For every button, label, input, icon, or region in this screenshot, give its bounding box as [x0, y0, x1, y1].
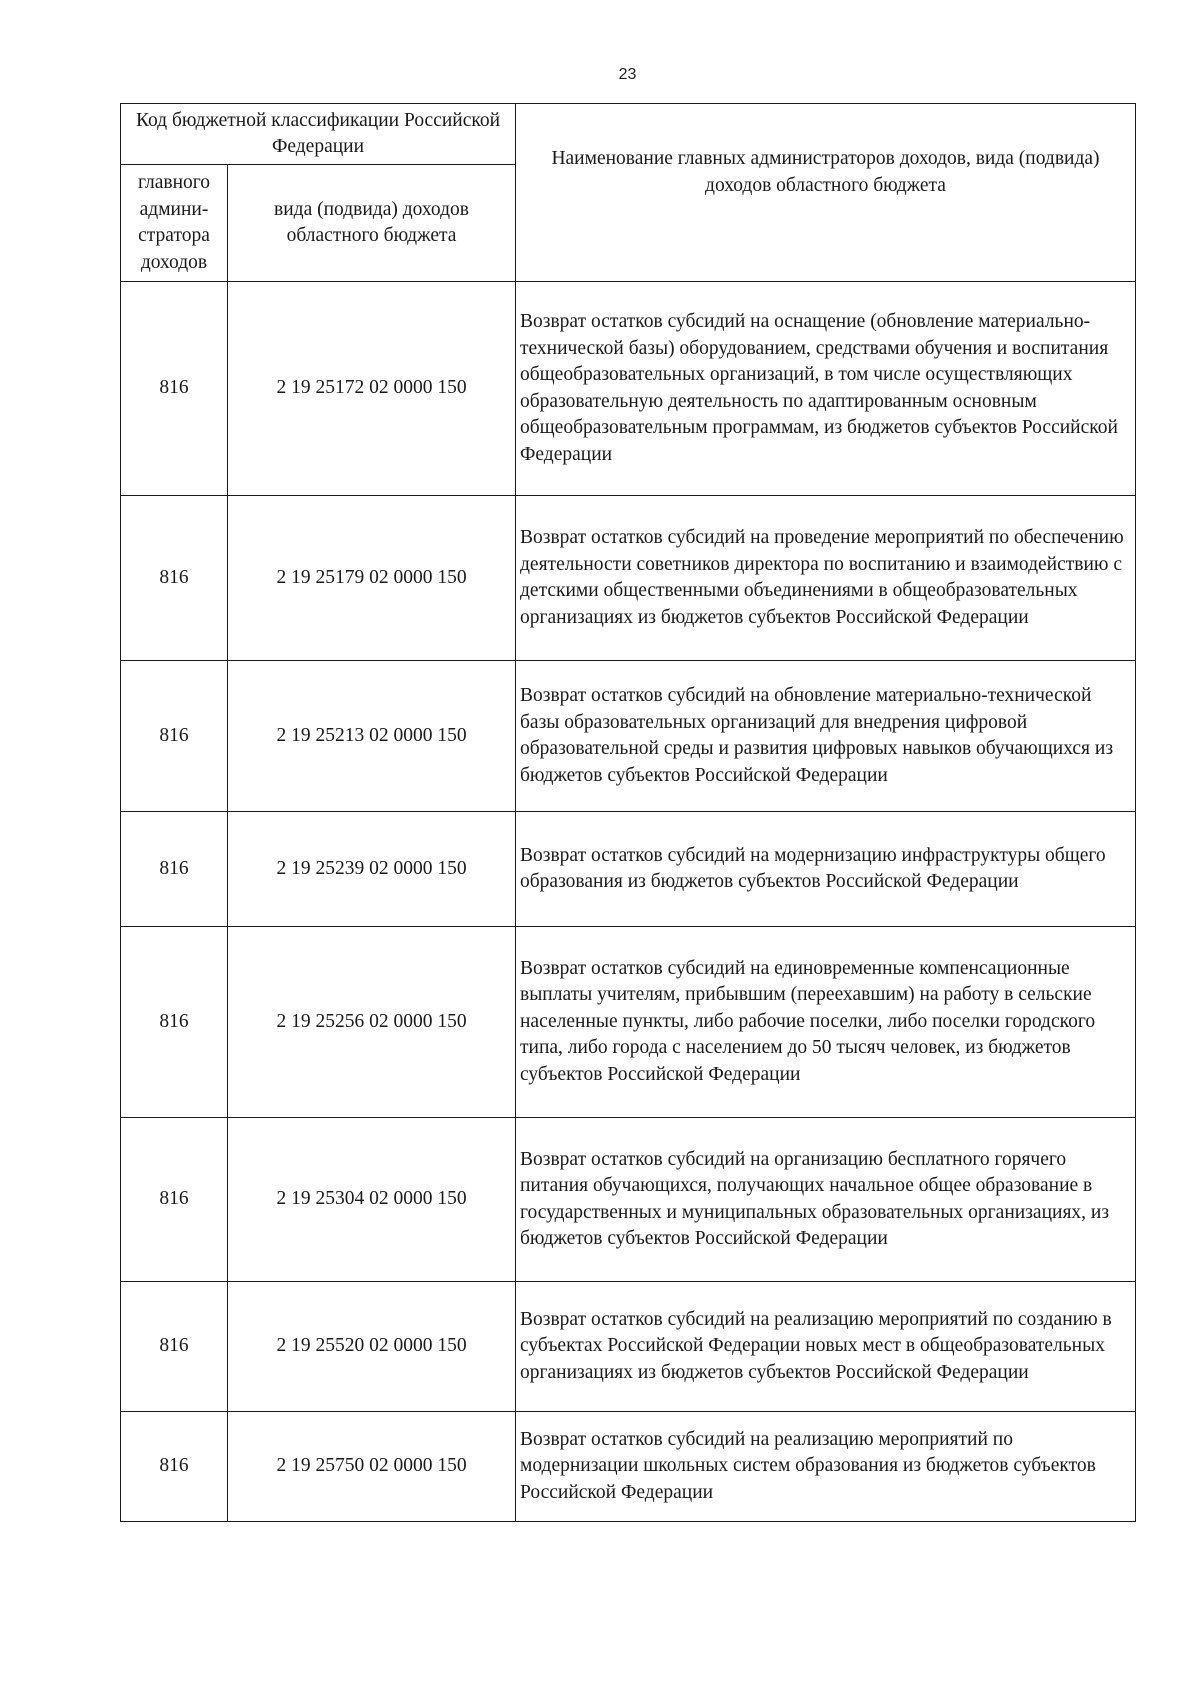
page-number: 23 — [618, 66, 637, 83]
admin-code-cell: 816 — [121, 496, 228, 661]
header-classification-code: Код бюджетной классификации Российской Федерации — [121, 104, 516, 165]
table-row — [121, 1118, 1136, 1282]
income-code-cell: 2 19 25172 02 0000 150 — [228, 282, 516, 496]
income-code-cell: 2 19 25213 02 0000 150 — [228, 661, 516, 812]
income-code-cell: 2 19 25256 02 0000 150 — [228, 927, 516, 1118]
table-row — [121, 1282, 1136, 1412]
income-name-cell: Возврат остатков субсидий на реализацию мероприятий по созданию в субъектах Российской Федерации новых мест в общеобразовательных организациях из бюджетов субъектов Российской Федерации — [516, 1282, 1136, 1412]
table-row — [121, 282, 1136, 496]
admin-code-cell: 816 — [121, 927, 228, 1118]
admin-code-cell: 816 — [121, 812, 228, 927]
income-name-cell: Возврат остатков субсидий на обновление материально-технической базы образовательных организаций для внедрения цифровой образовательной среды и развития цифровых навыков обучающихся из бюджетов субъектов Российской Федерации — [516, 661, 1136, 812]
admin-code-cell: 816 — [121, 1282, 228, 1412]
income-name-cell: Возврат остатков субсидий на единовременные компенсационные выплаты учителям, прибывшим (переехавшим) на работу в сельские населенные пункты, либо рабочие поселки, либо поселки городского типа, либо города с населением до 50 тысяч человек, из бюджетов субъектов Российской Федерации — [516, 927, 1136, 1118]
header-name: Наименование главных администраторов доходов, вида (подвида) доходов областного бюджета — [516, 104, 1136, 282]
income-name-cell: Возврат остатков субсидий на модернизацию инфраструктуры общего образования из бюджетов субъектов Российской Федерации — [516, 812, 1136, 927]
table-row — [121, 812, 1136, 927]
header-admin-code: главного админи-стратора доходов — [121, 165, 228, 282]
income-code-cell: 2 19 25520 02 0000 150 — [228, 1282, 516, 1412]
income-code-cell: 2 19 25750 02 0000 150 — [228, 1412, 516, 1522]
budget-classification-table — [120, 103, 1136, 1522]
income-code-cell: 2 19 25179 02 0000 150 — [228, 496, 516, 661]
admin-code-cell: 816 — [121, 282, 228, 496]
income-name-cell: Возврат остатков субсидий на реализацию мероприятий по модернизации школьных систем образования из бюджетов субъектов Российской Федерации — [516, 1412, 1136, 1522]
table-row — [121, 661, 1136, 812]
income-name-cell: Возврат остатков субсидий на оснащение (обновление материально-технической базы) оборудованием, средствами обучения и воспитания общеобразовательных организаций, в том числе осуществляющих образовательную деятельность по адаптированным основным общеобразовательным программам, из бюджетов субъектов Российской Федерации — [516, 282, 1136, 496]
admin-code-cell: 816 — [121, 1118, 228, 1282]
table-row — [121, 1412, 1136, 1522]
admin-code-cell: 816 — [121, 661, 228, 812]
header-income-code: вида (подвида) доходов областного бюджета — [228, 165, 516, 282]
income-code-cell: 2 19 25239 02 0000 150 — [228, 812, 516, 927]
income-name-cell: Возврат остатков субсидий на организацию бесплатного горячего питания обучающихся, получающих начальное общее образование в государственных и муниципальных образовательных организациях, из бюджетов субъектов Российской Федерации — [516, 1118, 1136, 1282]
admin-code-cell: 816 — [121, 1412, 228, 1522]
table-row — [121, 927, 1136, 1118]
income-code-cell: 2 19 25304 02 0000 150 — [228, 1118, 516, 1282]
table-row — [121, 496, 1136, 661]
income-name-cell: Возврат остатков субсидий на проведение мероприятий по обеспечению деятельности советников директора по воспитанию и взаимодействию с детскими общественными объединениями в общеобразовательных организациях из бюджетов субъектов Российской Федерации — [516, 496, 1136, 661]
